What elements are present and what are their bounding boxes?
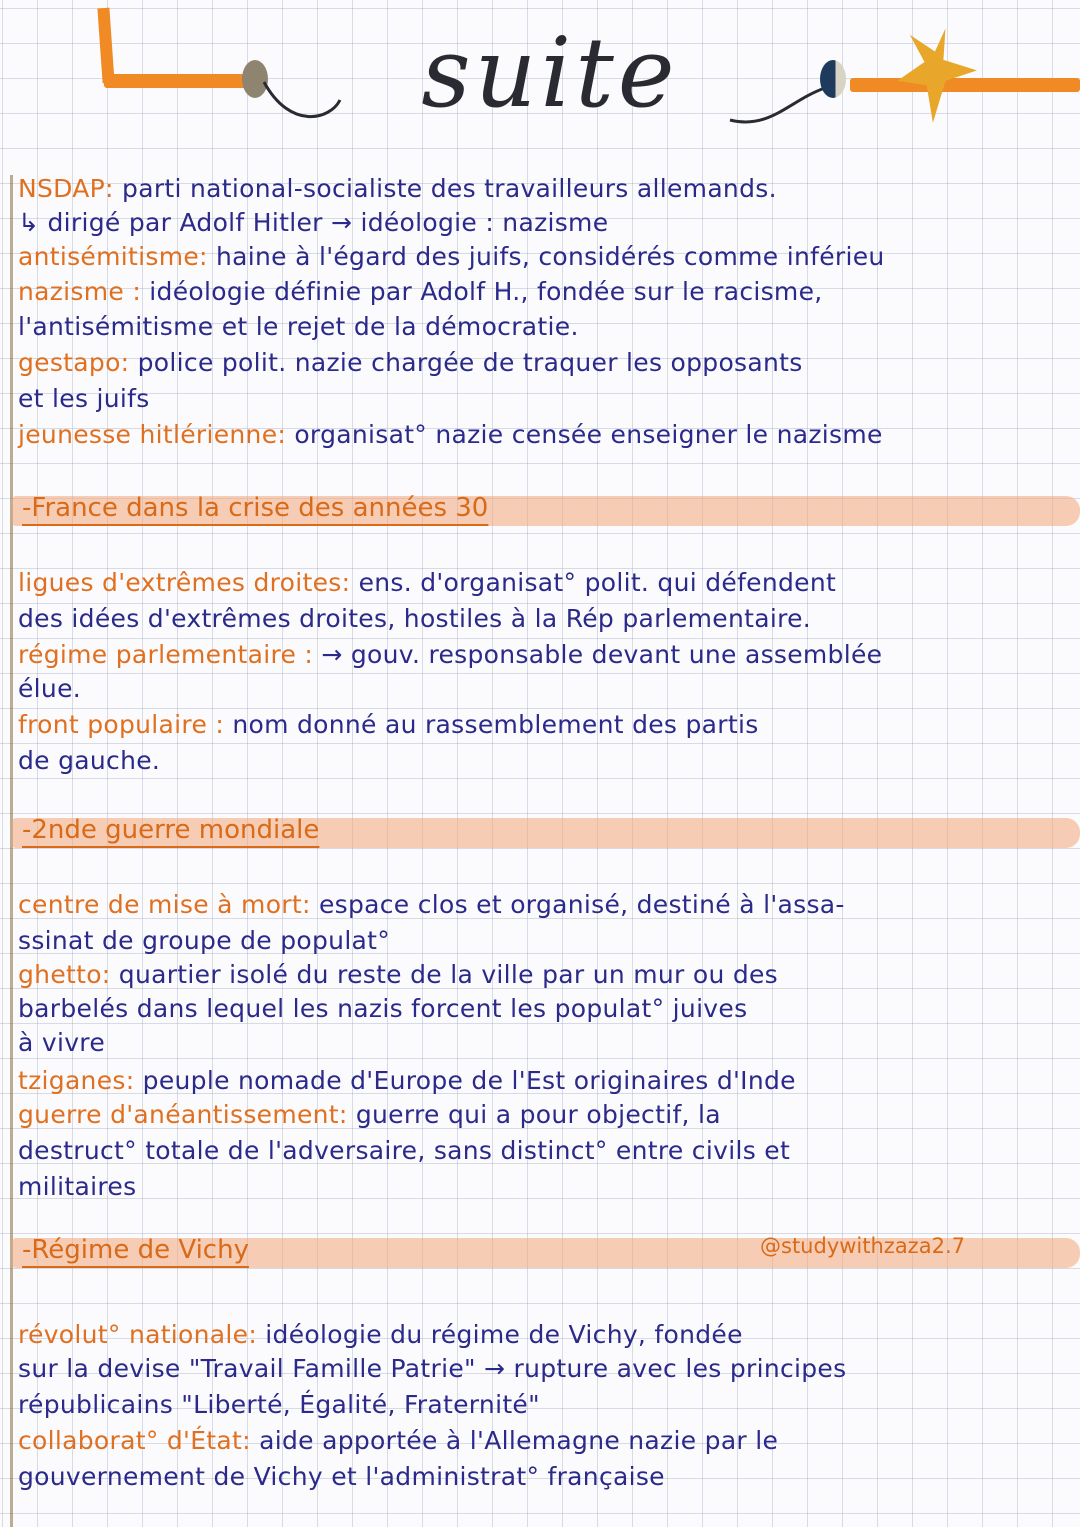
navy-dot-icon: [820, 60, 846, 98]
definition-line: et les juifs: [18, 384, 150, 413]
page-title: suite: [421, 17, 679, 129]
definition-line: destruct° totale de l'adversaire, sans distinct° entre civils et: [18, 1136, 791, 1165]
definition-line: républicains "Liberté, Égalité, Fraternité": [18, 1390, 540, 1419]
orange-line-decoration: [97, 8, 114, 84]
definition-line: ssinat de groupe de populat°: [18, 926, 391, 955]
definition-line: des idées d'extrêmes droites, hostiles à la Rép parlementaire.: [18, 604, 812, 633]
definition-line: gouvernement de Vichy et l'administrat° française: [18, 1462, 665, 1491]
section-heading: -Régime de Vichy: [22, 1235, 249, 1265]
definition-line: ligues d'extrêmes droites: ens. d'organisat° polit. qui défendent: [18, 568, 837, 597]
author-credit: @studywithzaza2.7: [760, 1234, 965, 1258]
definition-line: barbelés dans lequel les nazis forcent les populat° juives: [18, 994, 748, 1023]
definition-line: nazisme : idéologie définie par Adolf H., fondée sur le racisme,: [18, 277, 823, 306]
definition-line: centre de mise à mort: espace clos et organisé, destiné à l'assa-: [18, 890, 845, 919]
definition-line: gestapo: police polit. nazie chargée de traquer les opposants: [18, 348, 803, 377]
definition-line: régime parlementaire : → gouv. responsable devant une assemblée: [18, 640, 883, 669]
margin-line: [10, 175, 13, 1527]
definition-line: militaires: [18, 1172, 137, 1201]
header-banner: [0, 0, 1080, 165]
definition-line: ↳ dirigé par Adolf Hitler → idéologie : nazisme: [18, 208, 609, 237]
orange-line-decoration: [104, 74, 254, 88]
definition-line: élue.: [18, 674, 81, 703]
definition-line: front populaire : nom donné au rassemblement des partis: [18, 710, 759, 739]
definition-line: ghetto: quartier isolé du reste de la ville par un mur ou des: [18, 960, 779, 989]
definition-line: guerre d'anéantissement: guerre qui a pour objectif, la: [18, 1100, 721, 1129]
star-icon: [880, 20, 990, 125]
section-heading: -France dans la crise des années 30: [22, 493, 489, 523]
definition-line: NSDAP: parti national-socialiste des travailleurs allemands.: [18, 174, 777, 203]
definition-line: l'antisémitisme et le rejet de la démocratie.: [18, 312, 579, 341]
section-heading: -2nde guerre mondiale: [22, 815, 320, 845]
definition-line: tziganes: peuple nomade d'Europe de l'Est originaires d'Inde: [18, 1066, 796, 1095]
definition-line: sur la devise "Travail Famille Patrie" → rupture avec les principes: [18, 1354, 847, 1383]
definition-line: antisémitisme: haine à l'égard des juifs, considérés comme inférieu: [18, 242, 885, 271]
definition-line: jeunesse hitlérienne: organisat° nazie censée enseigner le nazisme: [18, 420, 883, 449]
definition-line: à vivre: [18, 1028, 106, 1057]
definition-line: de gauche.: [18, 746, 161, 775]
definition-line: révolut° nationale: idéologie du régime de Vichy, fondée: [18, 1320, 743, 1349]
definition-line: collaborat° d'État: aide apportée à l'Allemagne nazie par le: [18, 1426, 779, 1455]
